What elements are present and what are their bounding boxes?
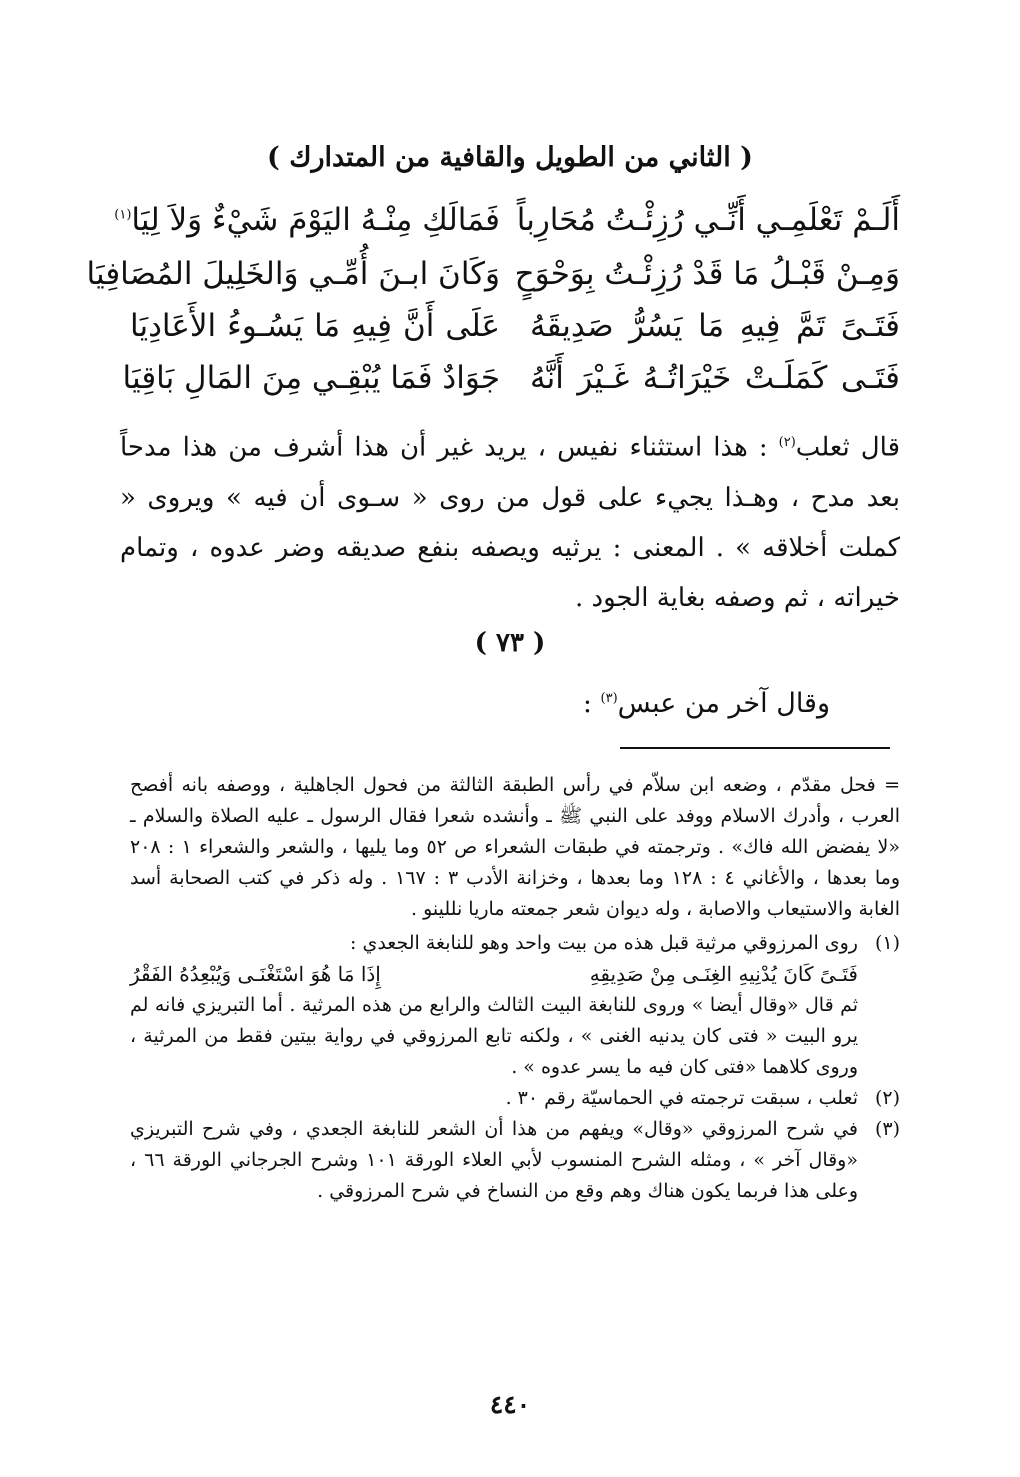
verse-first-hemistich: فَتَـى كَمَلَـتْ خَيْرَاتُـهُ غَـيْرَ أَنَّهُ <box>530 360 900 396</box>
footnote-text: في شرح المرزوقي «وقال» ويفهم من هذا أن الشعر للنابغة الجعدي ، وفي شرح التبريزي «وقال آخر » ، ومثله الشرح المنسوب لأبي العلاء الورقة ١٠١ وشرح الجرجاني الورقة ٦٦ ، وعلى هذا فربما يكون هناك وهم وقع من النساخ في شرح المرزوقي . <box>130 1118 858 1202</box>
footnote-text: ثعلب ، سبقت ترجمته في الحماسيّة رقم ٣٠ . <box>505 1087 858 1109</box>
verse-line <box>130 308 900 358</box>
verse-second-hemistich <box>114 202 500 238</box>
commentary-paragraph <box>120 418 900 623</box>
poem-intro-text: وقال آخر من عبس <box>617 688 830 719</box>
footnote-verse-first: فَتَـىً كَانَ يُدْنِيهِ الغِنَـى مِنْ صَدِيقِهِ <box>589 962 858 986</box>
section-heading: ( الثاني من الطويل والقافية من المتدارك ) <box>267 142 753 173</box>
verse-line <box>114 202 900 252</box>
verse-line <box>122 360 900 410</box>
commentary-text: : هذا استثناء نفيس ، يريد غير أن هذا أشرف من هذا مدحاً بعد مدح ، وهـذا يجيء على قول من روى « سـوى أن فيه » ويروى « كملت أخلاقه » . المعنى : يرثيه ويصفه بنفع صديقه وضر عدوه ، وتمام خيراته ، ثم وصفه بغاية الجود . <box>120 432 900 613</box>
commentary-lead: قال ثعلب <box>795 432 900 463</box>
verse-second-hemistich: جَوَادٌ فَمَا يُبْقِـي مِنَ المَالِ بَاقِيَا <box>122 360 500 396</box>
verse-first-hemistich: وَمِـنْ قَبْـلُ مَا قَدْ رُزِئْـتُ بِوَحْوَحٍ <box>514 256 900 292</box>
verse-line <box>86 256 900 306</box>
poem-intro <box>583 688 830 719</box>
footnote-marker: (١) <box>114 207 132 223</box>
footnote-item <box>130 1114 900 1207</box>
verse-second-hemistich: عَلَى أَنَّ فِيهِ مَا يَسُـوءُ الأَعَادِيَا <box>130 308 500 344</box>
verse-first-hemistich: فَتَـىً تَمَّ فِيهِ مَا يَسُرُّ صَدِيقَهُ <box>530 308 900 344</box>
footnote-number: (٢) <box>874 1087 900 1109</box>
footnote-marker: (٢) <box>778 435 796 450</box>
poem-number: ( ٧٣ ) <box>474 628 546 658</box>
footnote-body <box>130 928 858 1083</box>
verse-second-hemistich-text: فَمَالَكِ مِنْـهُ اليَوْمَ شَيْءٌ وَلاَ لِيَا <box>131 202 500 238</box>
footnote-number: (٣) <box>874 1118 900 1140</box>
footnote-item <box>130 1083 900 1114</box>
verse-second-hemistich: وَكَانَ ابـنَ أُمِّـي وَالخَلِيلَ المُصَافِيَا <box>86 256 500 292</box>
footnote-marker: (٣) <box>600 691 618 706</box>
page-number: ٤٤٠ <box>489 1390 531 1419</box>
footnote-number: (١) <box>874 932 900 954</box>
footnote-item <box>130 928 900 1083</box>
footnotes-section <box>130 770 900 1207</box>
footnote-divider <box>620 747 890 749</box>
footnote-verse-second: إِذَا مَا هُوَ اسْتَغْنَـى وَيُبْعِدُهُ الفَقْرُ <box>130 962 381 986</box>
footnote-verse <box>130 959 858 990</box>
footnote-intro: روى المرزوقي مرثية قبل هذه من بيت واحد وهو للنابغة الجعدي : <box>350 932 858 954</box>
verse-first-hemistich: أَلَـمْ تَعْلَمِـي أَنِّـي رُزِئْـتُ مُحَارِباً <box>516 202 900 238</box>
footnote-continuation: = فحل مقدّم ، وضعه ابن سلاّم في رأس الطبقة الثالثة من فحول الجاهلية ، ووصفه بانه أفصح العرب ، وأدرك الاسلام ووفد على النبي ﷺ ـ وأنشده شعرا فقال الرسول ـ عليه الصلاة والسلام ـ «لا يفضض الله فاك» . وترجمته في طبقات الشعراء ص ٥٢ وما يليها ، والشعر والشعراء ١ : ٢٠٨ وما بعدها ، والأغاني ٤ : ١٢٨ وما بعدها ، وخزانة الأدب ٣ : ١٦٧ . وله ذكر في كتب الصحابة أسد الغابة والاستيعاب والاصابة ، وله ديوان شعر جمعته ماريا نللينو . <box>130 774 901 920</box>
footnote-text: ثم قال «وقال أيضا » وروى للنابغة البيت الثالث والرابع من هذه المرثية . أما التبريزي فانه لم يرو البيت « فتى كان يدنيه الغنى » ، ولكنه تابع المرزوقي في رواية بيتين فقط من المرثية ، وروى كلاهما «فتى كان فيه ما يسر عدوه » . <box>130 994 858 1078</box>
poem-intro-colon: : <box>582 688 601 719</box>
